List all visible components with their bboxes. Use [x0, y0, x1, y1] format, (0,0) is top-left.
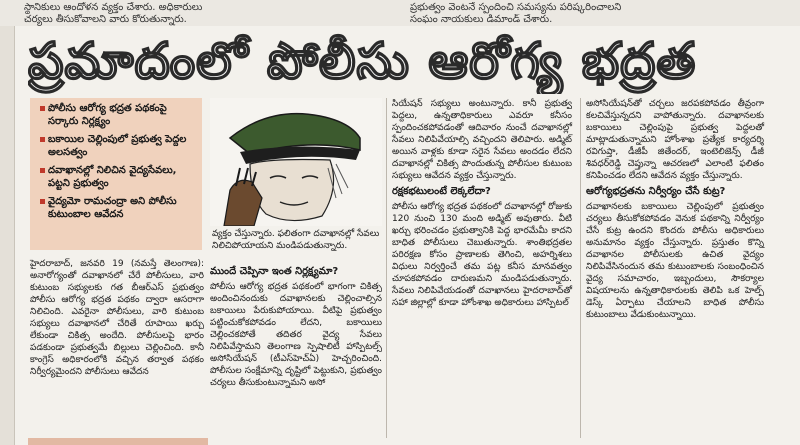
summary-point: దవాఖానల్లో నిలిచిన వైద్యసేవలు, పట్టని ప్రభుత్వం	[40, 164, 198, 190]
previous-article-strip	[0, 0, 800, 26]
column-text: అసోసియేషన్‌తో చర్చలు జరపకపోవడం తీవ్రంగా కలచివేస్తున్నదని వాపోతున్నారు. దవాఖానలకు బకాయిలు చెల్లింపుపై ప్రభుత్వ పెద్దలతో మాట్లాడుతున్నామని హోంశాఖ ప్రత్యేక కార్యదర్శి రవిగుప్తా, డీజీపీ జితేందర్, ఇంటెలిజెన్స్ డీజీ శివధర్‌రెడ్డి చెప్తున్నా ఆచరణలో ఎలాంటి ఫలితం కనిపించడం లేదని ఆవేదన వ్యక్తం చేస్తున్నారు.	[586, 99, 764, 181]
strip-left-line-2: చర్యలు తీసుకోవాలని వారు కోరుతున్నారు.	[24, 14, 187, 25]
article-column-1	[30, 258, 204, 378]
subheading: రక్షకభటులంటే లెక్కలేదా?	[392, 186, 491, 197]
subheading: ఆరోగ్యభద్రతను నిర్వీర్యం చేసే కుట్ర?	[586, 186, 726, 197]
article-column-4	[586, 98, 764, 321]
illustration-caption: వ్యక్తం చేస్తున్నారు. ఫలితంగా దవాఖానల్లో సేవలు నిలిచిపోయాయని మండిపడుతున్నారు.	[212, 229, 380, 251]
column-text: పోలీసు ఆరోగ్య భద్రత పథకంలో భాగంగా చికిత్స అందించినందుకు దవాఖానలకు చెల్లించాల్సిన బకాయిలు పేరుకుపోయాయి. వీటిపై ప్రభుత్వం పట్టించుకోకపోవడం లేదని, బకాయిలు చెల్లించకపోతే తదితర వైద్య సేవలు నిలిపివేస్తామని తెలంగాణ స్పెషాలిటీ హాస్పిటల్స్ అసోసియేషన్ (టీఎస్‌హెచ్ఏ) హెచ్చరించింది. పోలీసుల సంక్షేమాన్ని దృష్టిలో పెట్టుకుని, ప్రభుత్వం చర్యలు తీసుకుంటున్నామని అసో	[210, 282, 382, 388]
column-divider	[386, 98, 387, 438]
column-text: సియేషన్ సభ్యులు అంటున్నారు. కానీ ప్రభుత్వ పెద్దలు, ఉన్నతాధికారులు ఎవరూ కనీసం స్పందించకపోవడంతో ఆదివారం నుంచే దవాఖానల్లో సేవలు నిలిపివేయాల్సి వచ్చిందని తెలిపారు. అడ్మిట్ అయిన వాళ్లకు కూడా సరైన సేవలు అందడం లేదని దవాఖానల్లో చికిత్స పొందుతున్న పోలీసుల కుటుంబ సభ్యులు ఆవేదన వ్యక్తం చేస్తున్నారు.	[392, 99, 572, 181]
subheading: ముందే చెప్పినా ఇంత నిర్లక్ష్యమా?	[210, 266, 339, 277]
strip-left-line-1: స్థానికులు ఆందోళన వ్యక్తం చేశారు. అధికారులు	[24, 2, 203, 13]
column-text: హైదరాబాద్, జనవరి 19 (నమస్తే తెలంగాణ): అనారోగ్యంతో దవాఖానలో చేరే పోలీసులు, వారి కుటుంబ సభ్యులకు గత బీఆర్ఎస్ ప్రభుత్వం పోలీసు ఆరోగ్య భద్రత పథకం ద్వారా ఆసరాగా నిలిచింది. ఎవరైనా పోలీసులు, వారి కుటుంబ సభ్యులు దవాఖానలో చేరితే రూపాయి ఖర్చు లేకుండా చికిత్స అందేది. పోలీసులపై భారం పడకుండా ప్రభుత్వమే బిల్లులు చెల్లించింది. కానీ కాంగ్రెస్ అధికారంలోకి వచ్చిన తర్వాత పథకం నిర్వీర్యమైందని పోలీసులు ఆవేదన	[30, 259, 204, 377]
summary-point: వైద్యమో రామచంద్రా అని పోలీసు కుటుంబాల ఆవేదన	[40, 195, 198, 221]
summary-point: పోలీసు ఆరోగ్య భద్రత పథకంపై సర్కారు నిర్లక్ష్యం	[40, 102, 198, 128]
article-column-2	[210, 262, 382, 389]
adjacent-page-edge	[0, 26, 15, 445]
column-text: దవాఖానలకు బకాయిలు చెల్లింపులో ప్రభుత్వం చర్యలు తీసుకోకపోవడం వెనుక పథకాన్ని నిర్వీర్యం చేసే కుట్ర ఉందని కొందరు పోలీసు అధికారులు అనుమానం వ్యక్తం చేస్తున్నారు. ప్రస్తుతం కొన్ని దవాఖానల పోలీసులకు ఉచిత వైద్యం నిలిపివేసినందున తమ కుటుంబాలకు సంబంధించిన వైద్య సమాచారం, ఇబ్బందులు, సౌకర్యాల విషయాలను ఉన్నతాధికారులకు తెలిపి ఒక హెల్ప్ డెస్క్ ఏర్పాటు చేయాలని బాధిత పోలీసు కుటుంబాలు వేడుకుంటున్నాయి.	[586, 202, 764, 320]
policeman-sketch-icon	[210, 98, 382, 226]
strip-right-line-1: ప్రభుత్వం వెంటనే స్పందించి సమస్యను పరిష్కరించాలని	[410, 2, 622, 13]
next-article-strip	[28, 438, 208, 445]
column-divider	[580, 98, 581, 438]
headline: ప్రమాదంలో పోలీసు ఆరోగ్య భద్రత	[28, 32, 697, 90]
article-column-3	[392, 98, 572, 309]
summary-box	[30, 98, 202, 250]
strip-right-line-2: సంఘం నాయకులు డిమాండ్ చేశారు.	[410, 14, 553, 25]
column-text: పోలీసు ఆరోగ్య భద్రత పథకంలో దవాఖానల్లో రోజుకు 120 నుంచి 130 మంది అడ్మిట్ అవుతారు. వీటి ఖర్చు భరించడం ప్రభుత్వానికి పెద్ద భారమేమీ కాదని బాధిత పోలీసులు చెబుతున్నారు. శాంతిభద్రతల పరిరక్షణ కోసం ప్రాణాలకు తెగించి, అహర్నిశలు విధులు నిర్వర్తించే తమ పట్ల కనీస మానవత్వం చూపకపోవడం దారుణమని మండిపడుతున్నారు. సేవలు నిలిపివేయడంతో దవాఖానలు హైదరాబాద్‌తో సహా జిల్లాల్లో కూడా హోంశాఖ అధికారులు హాస్పిటల్	[392, 202, 572, 308]
summary-point: బకాయిల చెల్లింపులో ప్రభుత్వ పెద్దల అలసత్వం	[40, 133, 198, 159]
policeman-illustration	[210, 98, 382, 226]
